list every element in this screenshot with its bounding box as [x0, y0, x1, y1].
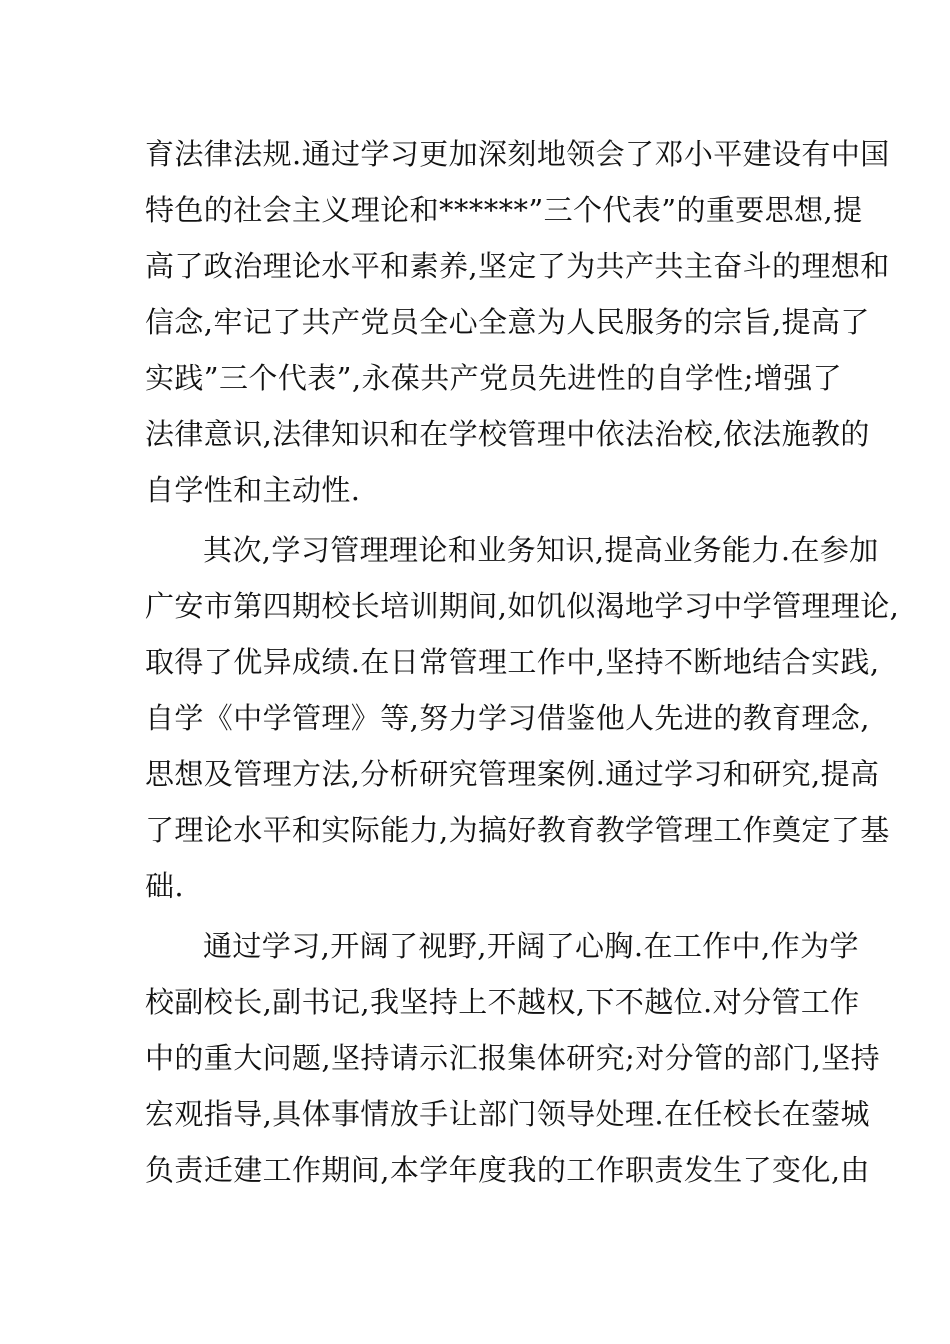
text-line: 特色的社会主义理论和******”三个代表”的重要思想,提 — [145, 193, 863, 227]
paragraph-start-line: 通过学习,开阔了视野,开阔了心胸.在工作中,作为学 — [203, 929, 859, 963]
text-line: 实践”三个代表”,永葆共产党员先进性的自学性;增强了 — [145, 361, 843, 395]
text-line: 取得了优异成绩.在日常管理工作中,坚持不断地结合实践, — [145, 645, 880, 679]
text-line: 思想及管理方法,分析研究管理案例.通过学习和研究,提高 — [145, 757, 880, 791]
text-line: 了理论水平和实际能力,为搞好教育教学管理工作奠定了基 — [145, 813, 890, 847]
text-line: 负责迁建工作期间,本学年度我的工作职责发生了变化,由 — [145, 1153, 870, 1187]
text-line: 自学性和主动性. — [145, 473, 361, 507]
text-line: 础. — [145, 869, 185, 903]
text-line: 法律意识,法律知识和在学校管理中依法治校,依法施教的 — [145, 417, 870, 451]
text-line: 自学《中学管理》等,努力学习借鉴他人先进的教育理念, — [145, 701, 870, 735]
paragraph-start-line: 其次,学习管理理论和业务知识,提高业务能力.在参加 — [203, 533, 879, 567]
text-line: 广安市第四期校长培训期间,如饥似渴地学习中学管理理论, — [145, 589, 900, 623]
text-line: 宏观指导,具体事情放手让部门领导处理.在任校长在蓥城 — [145, 1097, 870, 1131]
text-line: 中的重大问题,坚持请示汇报集体研究;对分管的部门,坚持 — [145, 1041, 881, 1075]
text-line: 高了政治理论水平和素养,坚定了为共产共主奋斗的理想和 — [145, 249, 890, 283]
text-line: 育法律法规.通过学习更加深刻地领会了邓小平建设有中国 — [145, 137, 890, 171]
text-line: 信念,牢记了共产党员全心全意为人民服务的宗旨,提高了 — [145, 305, 870, 339]
text-line: 校副校长,副书记,我坚持上不越权,下不越位.对分管工作 — [145, 985, 860, 1019]
